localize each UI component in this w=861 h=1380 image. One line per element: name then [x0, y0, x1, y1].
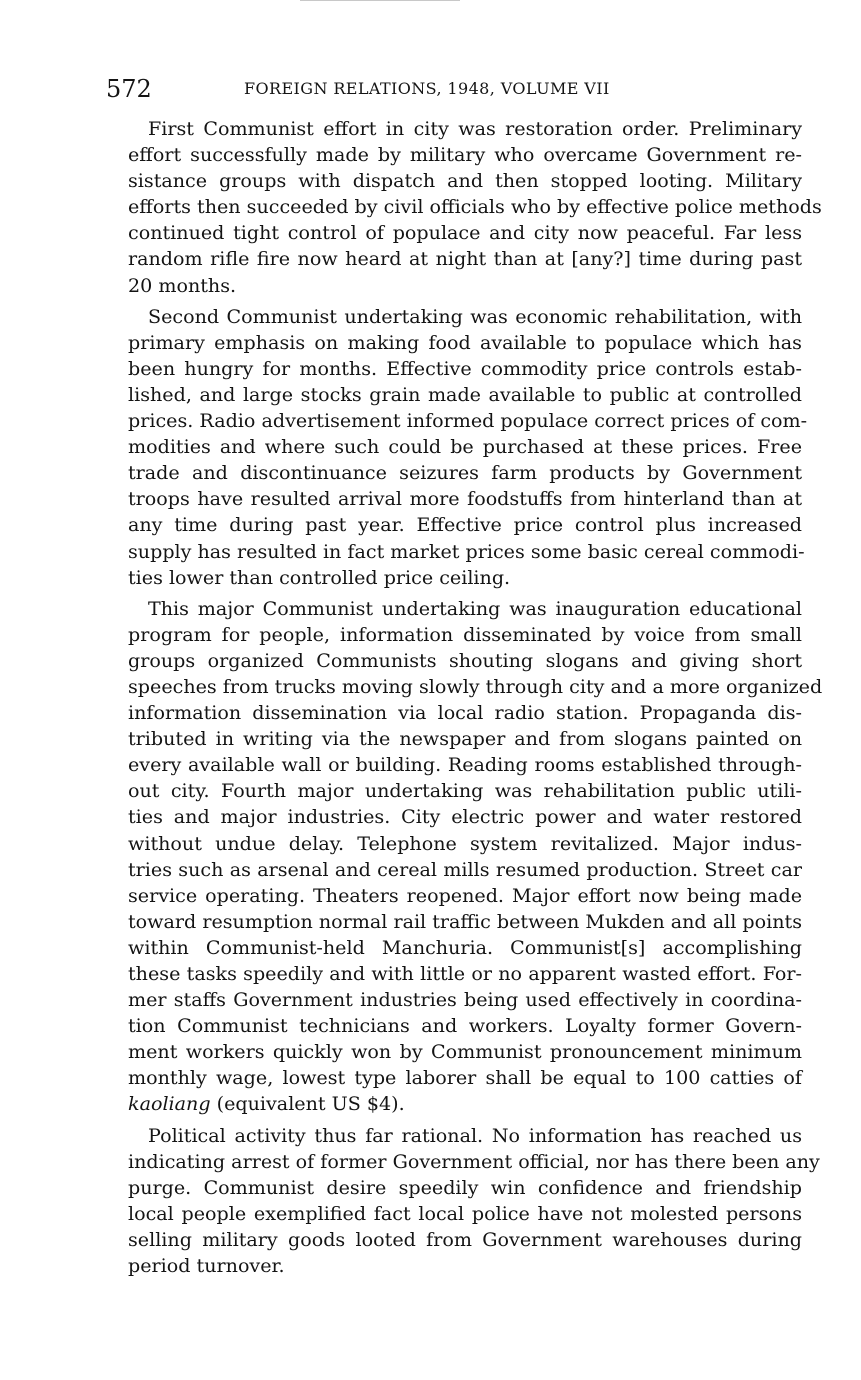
page-header [106, 74, 806, 104]
text-line: monthly wage, lowest type laborer shall be equal to 100 catties of [128, 1066, 802, 1090]
text-line: indicating arrest of former Government official, nor has there been any [128, 1149, 820, 1173]
paragraph-2 [108, 304, 808, 591]
paragraph-3 [108, 596, 823, 1118]
top-rule [300, 0, 460, 1]
text-line: tion Communist technicians and workers. Loyalty former Govern- [128, 1014, 802, 1038]
text-line: speeches from trucks moving slowly through city and a more organized [128, 674, 823, 698]
body-text [108, 116, 823, 1284]
paragraph-4 [108, 1123, 820, 1280]
text-line: Political activity thus far rational. No information has reached us [148, 1123, 802, 1147]
text-line: efforts then succeeded by civil officials who by effective police methods [128, 195, 822, 219]
text-line: First Communist effort in city was restoration order. Preliminary [148, 117, 802, 140]
text-line: without undue delay. Telephone system revitalized. Major indus- [128, 831, 802, 855]
text-line: prices. Radio advertisement informed populace correct prices of com- [128, 409, 808, 433]
text-line: Second Communist undertaking was economic rehabilitation, with [148, 304, 802, 328]
text-line: information dissemination via local radio station. Propaganda dis- [128, 701, 802, 725]
text-line: ties and major industries. City electric power and water restored [128, 805, 802, 829]
page-number: 572 [106, 75, 152, 103]
italic-term: kaoliang [128, 1092, 211, 1116]
text-line: groups organized Communists shouting slogans and giving short [128, 648, 802, 672]
text-line: these tasks speedily and with little or no apparent wasted effort. For- [128, 962, 802, 985]
text-line: mer staffs Government industries being used effectively in coordina- [128, 988, 802, 1012]
text-line: every available wall or building. Reading rooms established through- [128, 753, 802, 777]
text-line: lished, and large stocks grain made available to public at controlled [128, 382, 802, 406]
running-head: FOREIGN RELATIONS, 1948, VOLUME VII [244, 79, 610, 98]
text-line: modities and where such could be purchased at these prices. Free [128, 435, 802, 459]
text-line: within Communist-held Manchuria. Communist[s] accomplishing [128, 935, 802, 959]
text-line: 20 months. [128, 273, 237, 297]
text-line: tries such as arsenal and cereal mills resumed production. Street car [128, 857, 802, 881]
text-line: period turnover. [128, 1254, 285, 1278]
paragraph-1 [108, 116, 822, 299]
text-line: any time during past year. Effective price control plus increased [128, 513, 802, 537]
text-line: random rifle fire now heard at night than at [any?] time during past [128, 247, 802, 271]
text-line: ties lower than controlled price ceiling. [128, 565, 511, 589]
text-line: sistance groups with dispatch and then stopped looting. Military [128, 169, 802, 193]
text-line: primary emphasis on making food available to populace which has [128, 330, 802, 354]
text-line: toward resumption normal rail traffic between Mukden and all points [128, 909, 802, 933]
text-line: purge. Communist desire speedily win confidence and friendship [128, 1175, 802, 1199]
text-line: effort successfully made by military who overcame Government re- [128, 143, 802, 167]
text-line: trade and discontinuance seizures farm products by Government [128, 461, 802, 485]
text-line: troops have resulted arrival more foodstuffs from hinterland than at [128, 487, 802, 511]
text-line: ment workers quickly won by Communist pronouncement minimum [128, 1040, 802, 1064]
text-line: out city. Fourth major undertaking was rehabilitation public utili- [128, 779, 802, 803]
text-line: service operating. Theaters reopened. Major effort now being made [128, 883, 802, 907]
text-line [108, 1091, 802, 1117]
text-line: program for people, information disseminated by voice from small [128, 622, 802, 646]
text-line: supply has resulted in fact market prices some basic cereal commodi- [128, 539, 805, 563]
text-line: tributed in writing via the newspaper and from slogans painted on [128, 727, 802, 751]
text-line: continued tight control of populace and city now peaceful. Far less [128, 221, 802, 245]
text-line: been hungry for months. Effective commodity price controls estab- [128, 356, 802, 380]
text-line: This major Communist undertaking was inauguration educational [148, 596, 802, 620]
text-fragment: (equivalent US $4). [210, 1092, 405, 1116]
text-line: selling military goods looted from Government warehouses during [128, 1227, 802, 1251]
text-line: local people exemplified fact local police have not molested persons [128, 1201, 802, 1225]
